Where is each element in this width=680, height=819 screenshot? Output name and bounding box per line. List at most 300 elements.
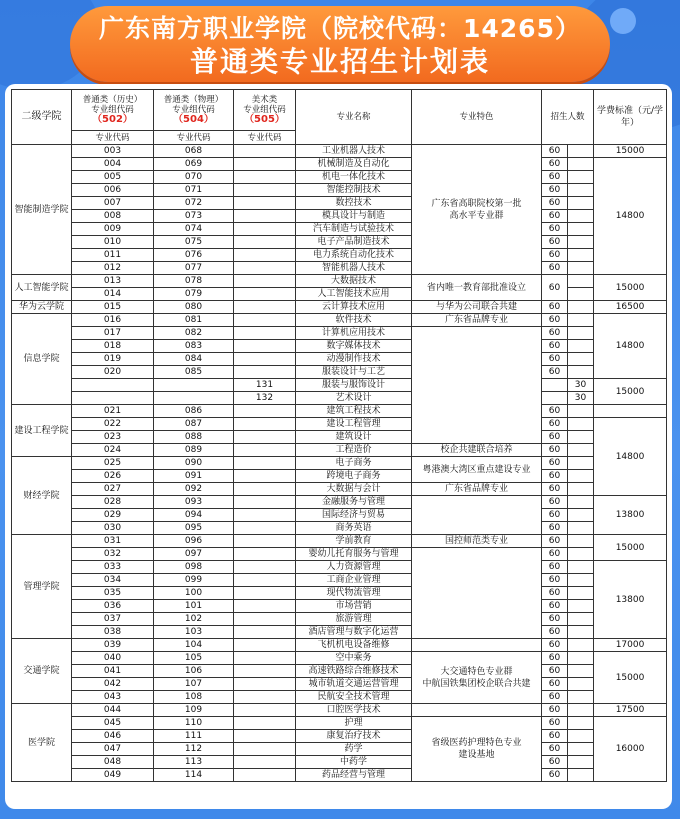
physics-code-cell: 109 xyxy=(154,704,234,717)
physics-code-cell: 088 xyxy=(154,431,234,444)
physics-code-cell: 100 xyxy=(154,587,234,600)
table-row xyxy=(12,366,667,379)
physics-code-cell: 104 xyxy=(154,639,234,652)
header-art-l1: 美术类 xyxy=(251,95,278,105)
table-row xyxy=(12,470,667,483)
art-code-cell xyxy=(234,730,296,743)
count-cell: 60 xyxy=(542,613,568,626)
count-art-cell xyxy=(568,522,594,535)
physics-code-cell: 110 xyxy=(154,717,234,730)
count-art-cell xyxy=(568,366,594,379)
count-cell: 60 xyxy=(542,210,568,223)
table-row xyxy=(12,275,667,288)
physics-code-cell: 103 xyxy=(154,626,234,639)
major-name-cell: 旅游管理 xyxy=(296,613,412,626)
feature-cell xyxy=(412,145,542,275)
major-name-cell: 智能控制技术 xyxy=(296,184,412,197)
art-code-cell xyxy=(234,236,296,249)
count-art-cell xyxy=(568,691,594,704)
feature-line: 省内唯一教育部批准设立 xyxy=(426,282,526,293)
major-name-cell: 口腔医学技术 xyxy=(296,704,412,717)
header-art-l2: 专业组代码 xyxy=(243,105,286,115)
fee-cell: 17500 xyxy=(594,704,667,717)
physics-code-cell: 075 xyxy=(154,236,234,249)
count-art-cell xyxy=(568,717,594,730)
physics-code-cell: 094 xyxy=(154,509,234,522)
history-code-cell: 037 xyxy=(72,613,154,626)
physics-code-cell: 077 xyxy=(154,262,234,275)
dept-cell: 财经学院 xyxy=(12,457,72,535)
table-row xyxy=(12,353,667,366)
history-code-cell: 013 xyxy=(72,275,154,288)
dept-cell: 华为云学院 xyxy=(12,301,72,314)
history-code-cell: 045 xyxy=(72,717,154,730)
count-art-cell xyxy=(568,665,594,678)
major-name-cell: 康复治疗技术 xyxy=(296,730,412,743)
feature-cell xyxy=(412,444,542,457)
count-cell: 60 xyxy=(542,535,568,548)
art-code-cell xyxy=(234,496,296,509)
dept-cell: 信息学院 xyxy=(12,314,72,405)
history-code-cell: 029 xyxy=(72,509,154,522)
table-row xyxy=(12,340,667,353)
fee-cell: 13800 xyxy=(594,561,667,639)
table-row xyxy=(12,210,667,223)
count-cell: 60 xyxy=(542,340,568,353)
major-name-cell: 婴幼儿托育服务与管理 xyxy=(296,548,412,561)
count-cell: 60 xyxy=(542,418,568,431)
history-code-cell: 024 xyxy=(72,444,154,457)
physics-code-cell: 082 xyxy=(154,327,234,340)
art-code-cell xyxy=(234,431,296,444)
count-cell: 60 xyxy=(542,743,568,756)
major-name-cell: 模具设计与制造 xyxy=(296,210,412,223)
fee-cell: 15000 xyxy=(594,535,667,561)
table-row xyxy=(12,158,667,171)
art-code-cell xyxy=(234,652,296,665)
art-code-cell xyxy=(234,522,296,535)
count-art-cell xyxy=(568,587,594,600)
count-cell: 60 xyxy=(542,275,568,301)
history-code-cell: 043 xyxy=(72,691,154,704)
count-art-cell xyxy=(568,236,594,249)
count-art-cell xyxy=(568,340,594,353)
history-code-cell: 006 xyxy=(72,184,154,197)
art-code-cell xyxy=(234,600,296,613)
table-row xyxy=(12,405,667,418)
dept-cell: 医学院 xyxy=(12,704,72,782)
physics-code-cell: 105 xyxy=(154,652,234,665)
history-code-cell: 014 xyxy=(72,288,154,301)
major-name-cell: 护理 xyxy=(296,717,412,730)
count-cell: 60 xyxy=(542,171,568,184)
history-code-cell xyxy=(72,392,154,405)
table-row xyxy=(12,236,667,249)
art-code-cell xyxy=(234,678,296,691)
count-art-cell xyxy=(568,457,594,470)
table-row xyxy=(12,197,667,210)
table-row xyxy=(12,249,667,262)
art-code-cell xyxy=(234,704,296,717)
physics-code-cell: 081 xyxy=(154,314,234,327)
table-row xyxy=(12,600,667,613)
count-art-cell xyxy=(568,613,594,626)
feature-line: 广东省品牌专业 xyxy=(444,484,508,494)
physics-code-cell: 102 xyxy=(154,613,234,626)
art-code-cell xyxy=(234,483,296,496)
table-title: 普通类专业招生计划表 xyxy=(189,45,490,78)
header-art xyxy=(234,90,296,131)
count-cell: 60 xyxy=(542,262,568,275)
count-cell: 60 xyxy=(542,470,568,483)
fee-cell: 16000 xyxy=(594,717,667,782)
count-art-cell: 30 xyxy=(568,392,594,405)
history-code-cell: 005 xyxy=(72,171,154,184)
fee-cell: 17000 xyxy=(594,639,667,652)
physics-code-cell: 068 xyxy=(154,145,234,158)
table-row xyxy=(12,301,667,314)
header-physics-l2: 专业组代码 xyxy=(172,105,215,115)
count-cell: 60 xyxy=(542,327,568,340)
feature-cell xyxy=(412,457,542,483)
major-name-cell: 电力系统自动化技术 xyxy=(296,249,412,262)
major-name-cell: 电子产品制造技术 xyxy=(296,236,412,249)
header-code-label: 专业代码 xyxy=(154,131,234,145)
table-row xyxy=(12,704,667,717)
feature-cell xyxy=(412,548,542,639)
table-row xyxy=(12,483,667,496)
art-code-cell xyxy=(234,262,296,275)
art-code-cell xyxy=(234,613,296,626)
physics-code-cell: 114 xyxy=(154,769,234,782)
count-art-cell xyxy=(568,470,594,483)
history-code-cell: 044 xyxy=(72,704,154,717)
count-art-cell xyxy=(568,626,594,639)
history-code-cell: 034 xyxy=(72,574,154,587)
count-cell: 60 xyxy=(542,678,568,691)
title-banner xyxy=(70,6,610,82)
count-cell: 60 xyxy=(542,626,568,639)
count-art-cell xyxy=(568,405,594,418)
count-art-cell xyxy=(568,535,594,548)
table-row xyxy=(12,678,667,691)
physics-code-cell: 071 xyxy=(154,184,234,197)
physics-code-cell: 069 xyxy=(154,158,234,171)
table-row xyxy=(12,535,667,548)
history-code-cell: 049 xyxy=(72,769,154,782)
count-cell: 60 xyxy=(542,561,568,574)
table-row xyxy=(12,496,667,509)
major-name-cell: 中药学 xyxy=(296,756,412,769)
history-code-cell: 036 xyxy=(72,600,154,613)
count-cell: 60 xyxy=(542,249,568,262)
feature-line: 省级医药护理特色专业 xyxy=(431,738,522,748)
count-cell: 60 xyxy=(542,145,568,158)
header-history-l2: 专业组代码 xyxy=(91,105,134,115)
art-code-cell xyxy=(234,509,296,522)
count-art-cell xyxy=(568,262,594,275)
count-cell: 60 xyxy=(542,704,568,717)
history-code-cell: 020 xyxy=(72,366,154,379)
art-code-cell xyxy=(234,340,296,353)
fee-cell: 15000 xyxy=(594,652,667,704)
count-cell: 60 xyxy=(542,444,568,457)
count-cell: 60 xyxy=(542,457,568,470)
major-name-cell: 人工智能技术应用 xyxy=(296,288,412,301)
physics-code-cell: 083 xyxy=(154,340,234,353)
major-name-cell: 飞机机电设备维修 xyxy=(296,639,412,652)
table-row xyxy=(12,561,667,574)
history-code-cell: 030 xyxy=(72,522,154,535)
art-code-cell xyxy=(234,158,296,171)
major-name-cell: 工商企业管理 xyxy=(296,574,412,587)
table-row xyxy=(12,522,667,535)
table-row xyxy=(12,327,667,340)
history-code-cell: 026 xyxy=(72,470,154,483)
header-history-l1: 普通类（历史） xyxy=(82,95,143,105)
major-name-cell: 服装设计与工艺 xyxy=(296,366,412,379)
table-row xyxy=(12,613,667,626)
physics-code-cell: 108 xyxy=(154,691,234,704)
count-cell: 60 xyxy=(542,353,568,366)
count-art-cell xyxy=(568,652,594,665)
table-row xyxy=(12,574,667,587)
physics-code-cell: 098 xyxy=(154,561,234,574)
count-art-cell xyxy=(568,184,594,197)
header-physics-l1: 普通类（物理） xyxy=(163,95,224,105)
major-name-cell: 商务英语 xyxy=(296,522,412,535)
count-cell: 60 xyxy=(542,236,568,249)
table-row xyxy=(12,418,667,431)
art-code-cell xyxy=(234,665,296,678)
count-art-cell: 30 xyxy=(568,379,594,392)
history-code-cell: 019 xyxy=(72,353,154,366)
history-code-cell: 033 xyxy=(72,561,154,574)
feature-line: 建设基地 xyxy=(458,750,495,760)
history-code-cell: 025 xyxy=(72,457,154,470)
header-count: 招生人数 xyxy=(542,90,594,145)
count-art-cell xyxy=(568,561,594,574)
physics-code-cell: 078 xyxy=(154,275,234,288)
feature-cell xyxy=(412,496,542,535)
major-name-cell: 建筑设计 xyxy=(296,431,412,444)
feature-line: 广东省高职院校第一批 xyxy=(431,198,522,209)
table-row xyxy=(12,171,667,184)
physics-code-cell xyxy=(154,379,234,392)
history-code-cell: 047 xyxy=(72,743,154,756)
count-art-cell xyxy=(568,197,594,210)
major-name-cell: 工业机器人技术 xyxy=(296,145,412,158)
art-code-cell xyxy=(234,470,296,483)
count-cell: 60 xyxy=(542,405,568,418)
major-name-cell: 数字媒体技术 xyxy=(296,340,412,353)
history-code-cell: 016 xyxy=(72,314,154,327)
table-row xyxy=(12,769,667,782)
major-name-cell: 金融服务与管理 xyxy=(296,496,412,509)
header-physics xyxy=(154,90,234,131)
table-row xyxy=(12,743,667,756)
art-code-cell xyxy=(234,717,296,730)
art-code-cell: 131 xyxy=(234,379,296,392)
major-name-cell: 机电一体化技术 xyxy=(296,171,412,184)
feature-cell xyxy=(412,327,542,444)
major-name-cell: 现代物流管理 xyxy=(296,587,412,600)
table-row xyxy=(12,730,667,743)
count-cell: 60 xyxy=(542,366,568,379)
history-code-cell: 040 xyxy=(72,652,154,665)
major-name-cell: 大数据与会计 xyxy=(296,483,412,496)
count-art-cell xyxy=(568,704,594,717)
count-art-cell xyxy=(568,288,594,301)
count-cell: 60 xyxy=(542,652,568,665)
art-code-cell xyxy=(234,405,296,418)
physics-code-cell: 074 xyxy=(154,223,234,236)
art-code-cell xyxy=(234,184,296,197)
fee-cell: 13800 xyxy=(594,496,667,535)
feature-line: 中航国铁集团校企联合共建 xyxy=(422,678,531,689)
physics-code-cell: 090 xyxy=(154,457,234,470)
count-art-cell xyxy=(568,314,594,327)
art-code-cell xyxy=(234,587,296,600)
count-cell: 60 xyxy=(542,314,568,327)
art-code-cell xyxy=(234,197,296,210)
count-art-cell xyxy=(568,431,594,444)
count-cell: 60 xyxy=(542,769,568,782)
major-name-cell: 数控技术 xyxy=(296,197,412,210)
count-art-cell xyxy=(568,600,594,613)
art-code-cell xyxy=(234,457,296,470)
table-row xyxy=(12,717,667,730)
art-code-cell xyxy=(234,548,296,561)
art-code-cell xyxy=(234,444,296,457)
history-code-cell: 048 xyxy=(72,756,154,769)
major-name-cell: 跨境电子商务 xyxy=(296,470,412,483)
physics-code-cell: 093 xyxy=(154,496,234,509)
major-name-cell: 工程造价 xyxy=(296,444,412,457)
plan-sheet xyxy=(5,84,672,809)
history-code-cell: 039 xyxy=(72,639,154,652)
history-code-cell: 017 xyxy=(72,327,154,340)
count-cell: 60 xyxy=(542,301,568,314)
physics-code-cell: 073 xyxy=(154,210,234,223)
table-row xyxy=(12,665,667,678)
feature-line: 校企共建联合培养 xyxy=(440,445,513,455)
art-code-cell xyxy=(234,288,296,301)
count-art-cell xyxy=(568,418,594,431)
count-art-cell xyxy=(568,574,594,587)
table-row xyxy=(12,223,667,236)
header-major: 专业名称 xyxy=(296,90,412,145)
count-cell: 60 xyxy=(542,431,568,444)
major-name-cell: 药学 xyxy=(296,743,412,756)
count-art-cell xyxy=(568,327,594,340)
art-code-cell xyxy=(234,639,296,652)
fee-cell: 14800 xyxy=(594,314,667,379)
physics-code-cell: 095 xyxy=(154,522,234,535)
major-name-cell: 电子商务 xyxy=(296,457,412,470)
major-name-cell: 高速铁路综合维修技术 xyxy=(296,665,412,678)
history-code-cell: 027 xyxy=(72,483,154,496)
count-cell: 60 xyxy=(542,496,568,509)
count-cell: 60 xyxy=(542,600,568,613)
feature-line: 国控师范类专业 xyxy=(444,536,508,546)
art-code-cell xyxy=(234,535,296,548)
table-row xyxy=(12,457,667,470)
major-name-cell: 软件技术 xyxy=(296,314,412,327)
feature-cell xyxy=(412,301,542,314)
count-cell: 60 xyxy=(542,509,568,522)
history-code-cell: 031 xyxy=(72,535,154,548)
major-name-cell: 计算机应用技术 xyxy=(296,327,412,340)
count-cell: 60 xyxy=(542,730,568,743)
table-row xyxy=(12,691,667,704)
count-art-cell xyxy=(568,756,594,769)
art-code-cell xyxy=(234,314,296,327)
art-code-cell xyxy=(234,418,296,431)
physics-code-cell: 080 xyxy=(154,301,234,314)
art-code-cell xyxy=(234,756,296,769)
dept-cell: 管理学院 xyxy=(12,535,72,639)
physics-code-cell: 111 xyxy=(154,730,234,743)
major-name-cell: 建设工程管理 xyxy=(296,418,412,431)
count-cell: 60 xyxy=(542,548,568,561)
header-history-code: （502） xyxy=(92,114,133,125)
physics-code-cell: 087 xyxy=(154,418,234,431)
count-art-cell xyxy=(568,678,594,691)
history-code-cell: 012 xyxy=(72,262,154,275)
physics-code-cell: 096 xyxy=(154,535,234,548)
history-code-cell: 004 xyxy=(72,158,154,171)
art-code-cell xyxy=(234,145,296,158)
fee-cell: 14800 xyxy=(594,158,667,275)
major-name-cell: 国际经济与贸易 xyxy=(296,509,412,522)
art-code-cell xyxy=(234,743,296,756)
art-code-cell xyxy=(234,210,296,223)
history-code-cell: 023 xyxy=(72,431,154,444)
major-name-cell: 空中乘务 xyxy=(296,652,412,665)
count-cell: 60 xyxy=(542,665,568,678)
table-row xyxy=(12,314,667,327)
physics-code-cell: 101 xyxy=(154,600,234,613)
major-name-cell: 学前教育 xyxy=(296,535,412,548)
table-row xyxy=(12,548,667,561)
count-cell: 60 xyxy=(542,522,568,535)
art-code-cell xyxy=(234,327,296,340)
feature-line: 高水平专业群 xyxy=(449,210,504,221)
art-code-cell xyxy=(234,301,296,314)
table-row xyxy=(12,392,667,405)
major-name-cell: 艺术设计 xyxy=(296,392,412,405)
physics-code-cell: 099 xyxy=(154,574,234,587)
dept-cell: 建设工程学院 xyxy=(12,405,72,457)
count-cell: 60 xyxy=(542,483,568,496)
count-cell: 60 xyxy=(542,639,568,652)
count-art-cell xyxy=(568,730,594,743)
major-name-cell: 建筑工程技术 xyxy=(296,405,412,418)
fee-cell: 16500 xyxy=(594,301,667,314)
history-code-cell: 038 xyxy=(72,626,154,639)
table-row xyxy=(12,184,667,197)
physics-code-cell: 106 xyxy=(154,665,234,678)
history-code-cell: 028 xyxy=(72,496,154,509)
major-name-cell: 人力资源管理 xyxy=(296,561,412,574)
count-cell: 60 xyxy=(542,158,568,171)
history-code-cell: 046 xyxy=(72,730,154,743)
count-art-cell xyxy=(568,769,594,782)
header-code-label: 专业代码 xyxy=(72,131,154,145)
fee-cell: 15000 xyxy=(594,145,667,158)
major-name-cell: 云计算技术应用 xyxy=(296,301,412,314)
